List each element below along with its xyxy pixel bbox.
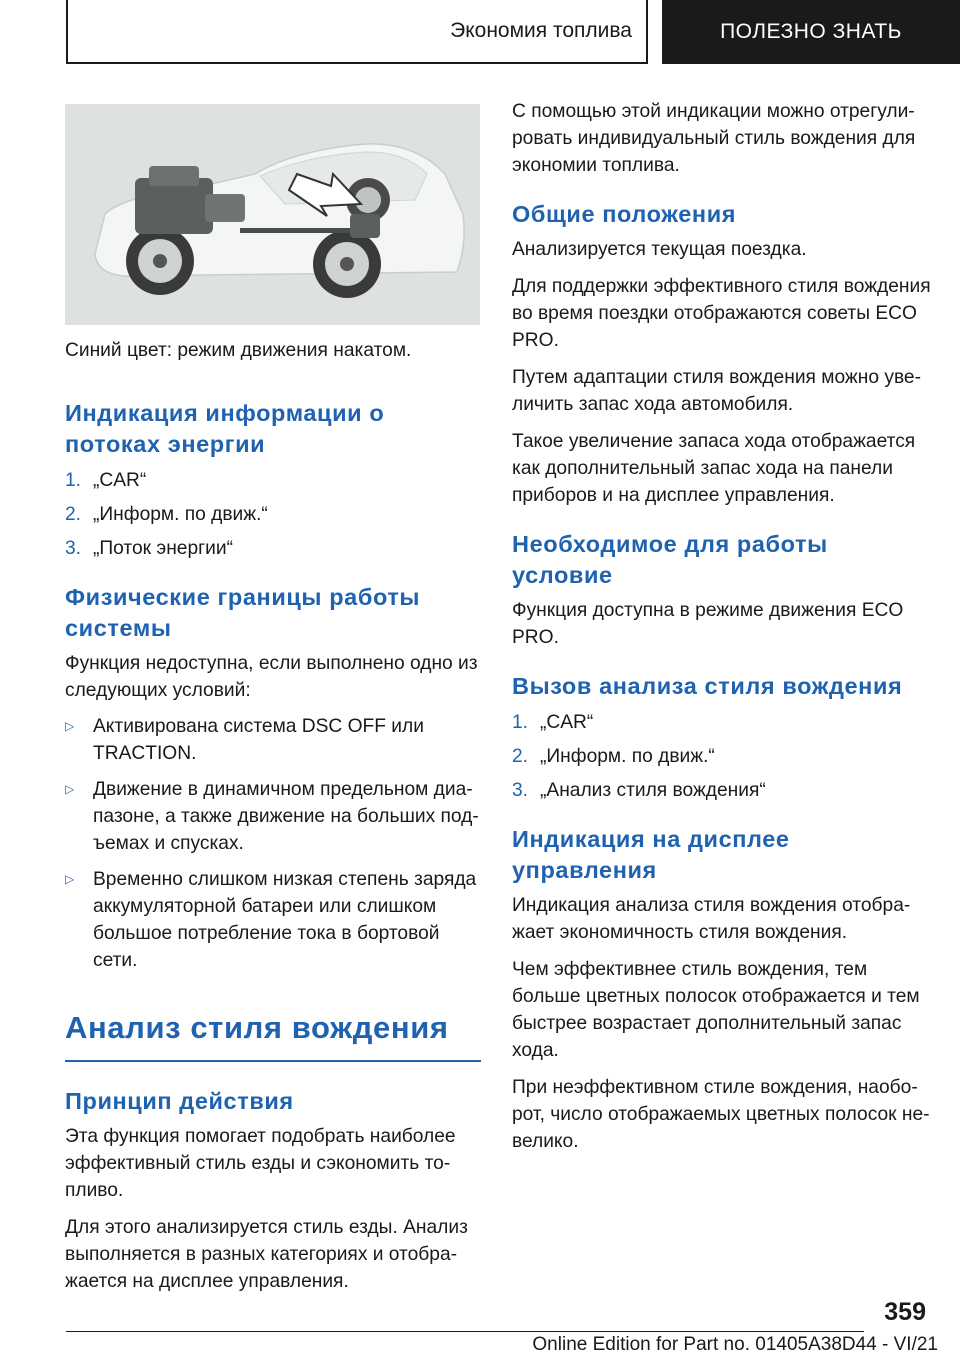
triangle-bullet-icon: ▷ [65,872,75,886]
list-item: 1. „CAR“ [512,712,594,733]
heading-system-limits: Физические границы работы системы [65,584,421,641]
general-paragraph-3: Путем адаптации стиля вождения можно увеличить запас хода автомобиля. [512,367,921,415]
heading-display: Индикация на дисплее управления [512,826,790,883]
heading-principle: Принцип действия [65,1088,294,1114]
call-analysis-steps [512,709,932,804]
figure-caption: Синий цвет: режим движения накатом. [65,340,412,361]
general-paragraph-1: Анализируется текущая поездка. [512,239,807,260]
page-number: 359 [884,1298,926,1326]
principle-paragraph-1: Эта функция помогает подобрать наиболее эффективный стиль езды и сэкономить топливо. [65,1126,456,1201]
right-column [512,101,932,1155]
running-header-chapter [662,0,960,64]
display-paragraph-3: При неэффективном стиле вождения, наоборот, число отображаемых цветных полосок невелико. [512,1077,930,1152]
heading-requirement: Необходимое для работы условие [512,531,828,588]
list-item: 2. „Информ. по движ.“ [65,504,268,525]
heading-driving-style-analysis: Анализ стиля вождения [65,1010,449,1045]
heading-general: Общие положения [512,201,737,227]
requirement-paragraph: Функция доступна в режиме движения ECO PRO. [512,600,904,648]
general-paragraph-4: Такое увеличение запаса хода отображается как дополнительный запас хода на панели приборов и на дисплее управления. [512,431,916,506]
general-paragraph-2: Для поддержки эффективного стиля вождения во время поездки отображаются советы ECO PRO. [512,276,931,351]
intro-paragraph: С помощью этой индикации можно отрегулировать индивидуальный стиль вождения для экономии топлива. [512,101,916,176]
running-header-section [66,0,648,64]
heading-energy-flow: Индикация информации о потоках энергии [65,400,385,457]
energy-flow-steps [65,467,481,562]
triangle-bullet-icon: ▷ [65,719,75,733]
triangle-bullet-icon: ▷ [65,782,75,796]
section-title: Экономия топлива [450,19,632,42]
list-item: ▷ Движение в динамичном предельном диапазоне, а также движение на больших подъемах и спусках. [65,776,481,857]
list-item: ▷ Временно слишком низкая степень заряда аккумуляторной батареи или слишком большое потребление тока в бортовой сети. [65,866,481,974]
heading-rule [65,1060,481,1062]
list-item: 1. „CAR“ [65,470,147,491]
list-item: 2. „Информ. по движ.“ [512,746,715,767]
left-column [65,104,481,1295]
car-drivetrain-illustration [65,104,480,325]
principle-paragraph-2: Для этого анализируется стиль езды. Анализ выполняется в разных категориях и отображается на дисплее управления. [65,1217,468,1292]
display-paragraph-2: Чем эффективнее стиль вождения, тем больше цветных полосок отображается и тем быстрее возрастает дополнительный запас хода. [512,959,920,1061]
footer-rule [66,1331,864,1332]
list-item: 3. „Анализ стиля вождения“ [512,780,766,801]
edition-footer: Online Edition for Part no. 01405A38D44 - VI/21 [532,1334,938,1355]
list-item: ▷ Активирована система DSC OFF или TRACTION. [65,713,481,767]
chapter-title: ПОЛЕЗНО ЗНАТЬ [720,20,902,43]
limits-intro: Функция недоступна, если выполнено одно из следующих условий: [65,653,478,701]
display-paragraph-1: Индикация анализа стиля вождения отображает экономичность стиля вождения. [512,895,911,943]
list-item: 3. „Поток энергии“ [65,538,233,559]
heading-call-analysis: Вызов анализа стиля вождения [512,673,903,699]
limits-list [65,713,481,974]
